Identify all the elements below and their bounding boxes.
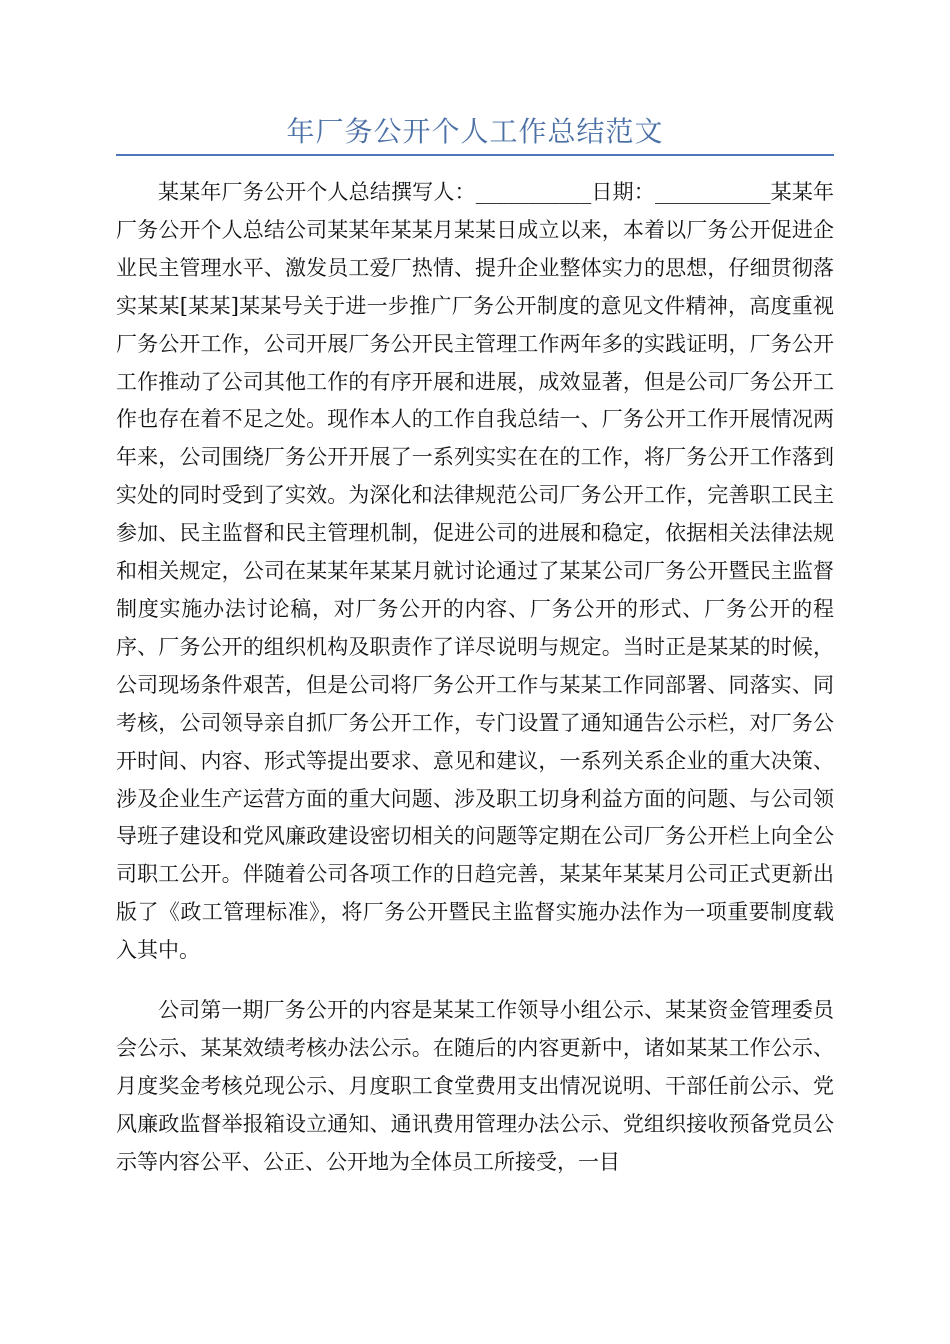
document-title: 年厂务公开个人工作总结范文 bbox=[286, 115, 664, 148]
title-underline bbox=[116, 154, 834, 156]
document-body bbox=[116, 174, 834, 1182]
paragraph-2: 公司第一期厂务公开的内容是某某工作领导小组公示、某某资金管理委员会公示、某某效绩考核办法公示。在随后的内容更新中，诸如某某工作公示、月度奖金考核兑现公示、月度职工食堂费用支出情况说明、干部任前公示、党风廉政监督举报箱设立通知、通讯费用管理办法公示、党组织接收预备党员公示等内容公平、公正、公开地为全体员工所接受，一目 bbox=[116, 998, 834, 1174]
paragraph-1: 某某年厂务公开个人总结撰写人：___________日期：___________某某年厂务公开个人总结公司某某年某某月某某日成立以来，本着以厂务公开促进企业民主管理水平、激发员工爱厂热情、提升企业整体实力的思想，仔细贯彻落实某某[某某]某某号关于进一步推广厂务公开制度的意见文件精神，高度重视厂务公开工作，公司开展厂务公开民主管理工作两年多的实践证明，厂务公开工作推动了公司其他工作的有序开展和进展，成效显著，但是公司厂务公开工作也存在着不足之处。现作本人的工作自我总结一、厂务公开工作开展情况两年来，公司围绕厂务公开开展了一系列实实在在的工作，将厂务公开工作落到实处的同时受到了实效。为深化和法律规范公司厂务公开工作，完善职工民主参加、民主监督和民主管理机制，促进公司的进展和稳定，依据相关法律法规和相关规定，公司在某某年某某月就讨论通过了某某公司厂务公开暨民主监督制度实施办法讨论稿，对厂务公开的内容、厂务公开的形式、厂务公开的程序、厂务公开的组织机构及职责作了详尽说明与规定。当时正是某某的时候，公司现场条件艰苦，但是公司将厂务公开工作与某某工作同部署、同落实、同考核，公司领导亲自抓厂务公开工作，专门设置了通知通告公示栏，对厂务公开时间、内容、形式等提出要求、意见和建议，一系列关系企业的重大决策、涉及企业生产运营方面的重大问题、涉及职工切身利益方面的问题、与公司领导班子建设和党风廉政建设密切相关的问题等定期在公司厂务公开栏上向全公司职工公开。伴随着公司各项工作的日趋完善，某某年某某月公司正式更新出版了《政工管理标准》，将厂务公开暨民主监督实施办法作为一项重要制度载入其中。 bbox=[116, 180, 834, 963]
